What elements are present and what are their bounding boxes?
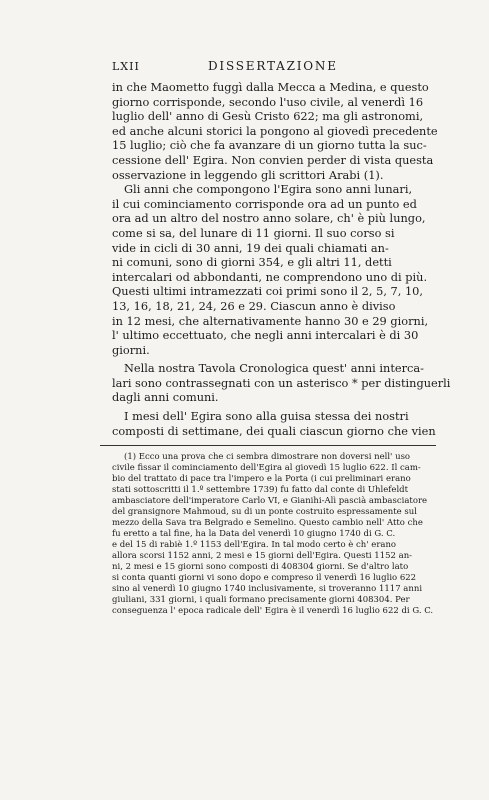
- text-line: Nella nostra Tavola Cronologica quest' anni interca-: [124, 361, 424, 376]
- footnote: [112, 452, 448, 617]
- text-line: intercalari od abbondanti, ne comprendono uno di più.: [112, 269, 428, 284]
- text-line: giorni.: [112, 342, 150, 357]
- text-line: ni comuni, sono di giorni 354, e gli altri 11, detti: [112, 255, 392, 270]
- footnote-line: (1) Ecco una prova che ci sembra dimostrare non doversi nell' uso: [124, 452, 411, 462]
- text-line: 13, 16, 18, 21, 24, 26 e 29. Ciascun anno è diviso: [112, 298, 396, 313]
- text-line: ed anche alcuni storici la pongono al giovedì precedente: [112, 123, 438, 138]
- text-line: l' ultimo eccettuato, che negli anni intercalari è di 30: [112, 328, 419, 343]
- text-line: il cui cominciamento corrisponde ora ad un punto ed: [112, 196, 417, 211]
- footnote-line: e del 15 di rabiè 1.º 1153 dell'Egira. In tal modo certo è ch' erano: [112, 540, 397, 550]
- page-number: LXII: [112, 60, 140, 73]
- page-header: [112, 60, 444, 76]
- text-line: in che Maometto fuggì dalla Mecca a Medina, e questo: [112, 80, 429, 94]
- footnote-line: giuliani, 331 giorni, i quali formano precisamente giorni 408304. Per: [112, 595, 410, 605]
- text-line: vide in cicli di 30 anni, 19 dei quali chiamati an-: [112, 240, 389, 255]
- footnote-line: bio del trattato di pace tra l'impero e la Porta (i cui preliminari erano: [112, 474, 411, 484]
- text-line: dagli anni comuni.: [112, 390, 219, 405]
- text-line: come si sa, del lunare di 11 giorni. Il suo corso si: [112, 225, 395, 240]
- footnote-line: civile fissar il cominciamento dell'Egira al giovedì 15 luglio 622. Il cam-: [112, 463, 421, 473]
- text-line: lari sono contrassegnati con un asterisco * per distinguerli: [112, 375, 451, 390]
- text-line: Gli anni che compongono l'Egira sono anni lunari,: [124, 182, 413, 197]
- running-title: DISSERTAZIONE: [208, 59, 338, 73]
- footnote-line: del gransignore Mahmoud, su di un ponte costruito espressamente sul: [112, 507, 417, 517]
- footnote-line: stati sottoscritti il 1.º settembre 1739) fu fatto dal conte di Uhlefeldt: [112, 485, 409, 495]
- footnote-line: sino al venerdì 10 giugno 1740 inclusivamente, si troveranno 1117 anni: [112, 584, 423, 594]
- footnote-line: ni, 2 mesi e 15 giorni sono composti di 408304 giorni. Se d'altro lato: [112, 562, 409, 572]
- text-line: osservazione in leggendo gli scrittori Arabi (1).: [112, 167, 384, 182]
- main-text: [112, 80, 451, 438]
- footnote-line: fu eretto a tal fine, ha la Data del venerdì 10 giugno 1740 di G. C.: [112, 529, 396, 539]
- text-line: composti di settimane, dei quali ciascun giorno che vien: [112, 423, 436, 438]
- text-line: 15 luglio; ciò che fa avanzare di un giorno tutta la suc-: [112, 138, 427, 153]
- footnote-line: si conta quanti giorni vi sono dopo e compreso il venerdì 16 luglio 622: [112, 573, 417, 583]
- footnote-line: allora scorsi 1152 anni, 2 mesi e 15 giorni dell'Egira. Questi 1152 an-: [112, 551, 413, 561]
- text-line: luglio dell' anno di Gesù Cristo 622; ma gli astronomi,: [112, 109, 424, 124]
- footnote-rule: [100, 445, 436, 446]
- text-line: in 12 mesi, che alternativamente hanno 30 e 29 giorni,: [112, 313, 429, 328]
- footnote-line: ambasciatore dell'imperatore Carlo VI, e Gianihi-Alì pascià ambasciatore: [112, 496, 428, 506]
- text-line: giorno corrisponde, secondo l'uso civile, al venerdì 16: [112, 94, 424, 109]
- text-line: Questi ultimi intramezzati coi primi sono il 2, 5, 7, 10,: [112, 284, 424, 299]
- text-line: ora ad un altro del nostro anno solare, ch' è più lungo,: [112, 211, 426, 226]
- footnote-line: conseguenza l' epoca radicale dell' Egira è il venerdì 16 luglio 622 di G. C.: [112, 606, 434, 616]
- footnote-line: mezzo della Sava tra Belgrado e Semelino. Questo cambio nell' Atto che: [112, 518, 423, 528]
- text-line: cessione dell' Egira. Non convien perder di vista questa: [112, 152, 434, 167]
- text-line: I mesi dell' Egira sono alla guisa stessa dei nostri: [124, 409, 409, 424]
